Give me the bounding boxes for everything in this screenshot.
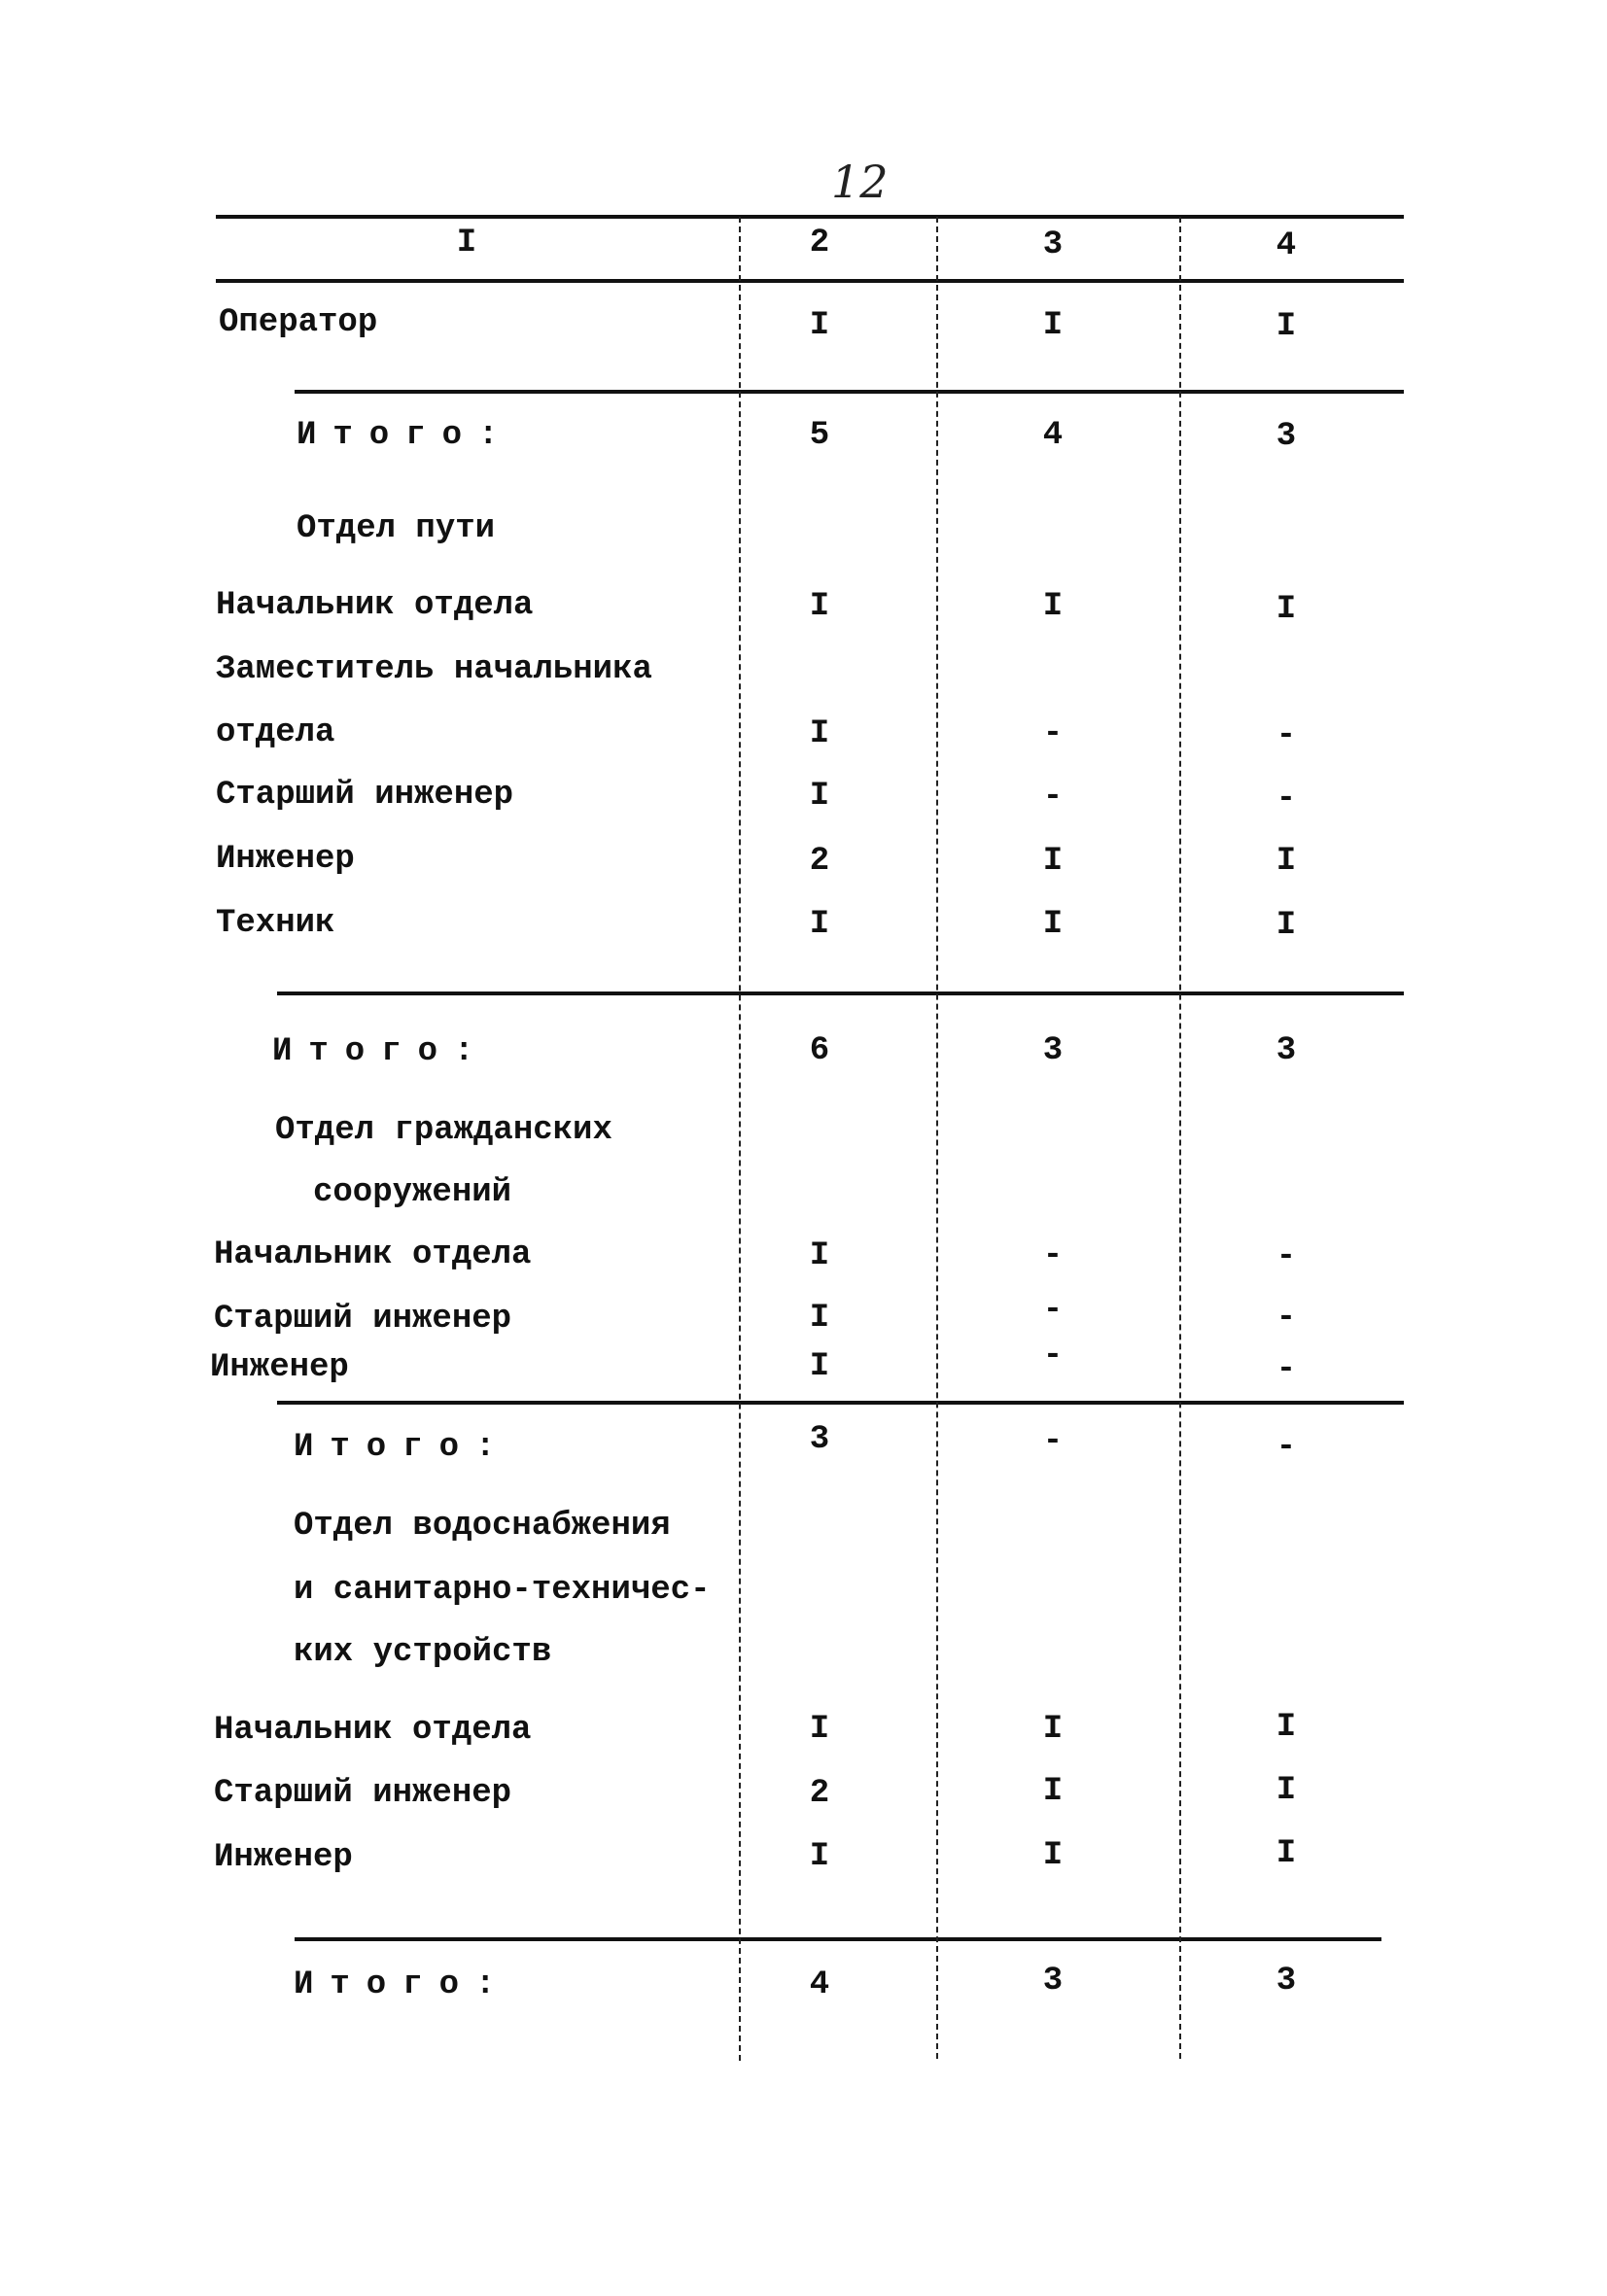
total-value: 3 xyxy=(1042,1032,1064,1069)
total-value: 3 xyxy=(1275,1963,1297,2000)
row-value: I xyxy=(809,307,830,344)
row-value: - xyxy=(1275,1351,1297,1388)
table-top-rule xyxy=(216,215,1404,219)
row-label: Инженер xyxy=(216,841,355,878)
row-value: 2 xyxy=(809,1775,830,1812)
row-value: - xyxy=(1042,715,1064,752)
section-rule xyxy=(277,1401,1404,1405)
row-value: I xyxy=(809,906,830,943)
row-value: I xyxy=(1042,1711,1064,1748)
row-value: I xyxy=(1042,906,1064,943)
total-value: - xyxy=(1042,1423,1064,1460)
row-value: I xyxy=(1275,308,1297,345)
row-label: Начальник отдела xyxy=(214,1712,532,1749)
row-value: I xyxy=(1042,307,1064,344)
total-label: Итого: xyxy=(272,1033,491,1070)
row-value: I xyxy=(809,778,830,815)
header-cell: I xyxy=(456,225,477,261)
column-divider xyxy=(1179,217,1181,2059)
header-cell: 4 xyxy=(1275,227,1297,264)
total-value: 6 xyxy=(809,1032,830,1069)
row-value: I xyxy=(809,588,830,625)
row-value: I xyxy=(1042,1837,1064,1874)
header-cell: 3 xyxy=(1042,226,1064,263)
row-value: I xyxy=(1042,588,1064,625)
total-value: 3 xyxy=(1275,1032,1297,1069)
total-value: 3 xyxy=(1275,418,1297,455)
total-value: 3 xyxy=(809,1421,830,1458)
row-value: - xyxy=(1275,717,1297,754)
row-label: Начальник отдела xyxy=(216,587,534,624)
row-value: - xyxy=(1275,1300,1297,1337)
row-value: I xyxy=(809,1838,830,1875)
row-value: I xyxy=(1042,1773,1064,1810)
row-label: Старший инженер xyxy=(214,1301,512,1338)
header-cell: 2 xyxy=(809,225,830,261)
row-label: Старший инженер xyxy=(216,777,514,814)
section-heading: Отдел пути xyxy=(297,510,496,547)
row-label: Инженер xyxy=(214,1839,353,1876)
row-value: I xyxy=(1275,843,1297,880)
row-value: I xyxy=(809,1348,830,1385)
section-rule xyxy=(295,390,1404,394)
row-value: - xyxy=(1042,1237,1064,1274)
section-heading: и санитарно-техничес- xyxy=(294,1572,711,1609)
total-label: Итого: xyxy=(294,1429,512,1466)
row-label: Заместитель начальника xyxy=(216,651,652,688)
section-heading: Отдел гражданских xyxy=(275,1112,612,1149)
section-rule xyxy=(277,991,1404,995)
row-label: Начальник отдела xyxy=(214,1236,532,1273)
row-value: - xyxy=(1042,1292,1064,1329)
row-value: - xyxy=(1275,781,1297,818)
row-value: 2 xyxy=(809,843,830,880)
section-heading: ких устройств xyxy=(294,1634,552,1671)
row-value: I xyxy=(1275,591,1297,628)
row-value: I xyxy=(1275,1772,1297,1809)
total-label: Итого: xyxy=(294,1966,512,2003)
total-value: 4 xyxy=(809,1966,830,2003)
total-value: 4 xyxy=(1042,417,1064,454)
total-value: 3 xyxy=(1042,1963,1064,2000)
row-value: I xyxy=(809,715,830,752)
row-value: - xyxy=(1042,779,1064,816)
section-heading: сооружений xyxy=(313,1174,512,1211)
row-value: I xyxy=(809,1711,830,1748)
row-label: Инженер xyxy=(210,1349,349,1386)
row-label: отдела xyxy=(216,714,335,751)
section-rule xyxy=(295,1937,1381,1941)
row-label: Техник xyxy=(216,905,335,942)
row-value: I xyxy=(809,1237,830,1274)
row-value: - xyxy=(1042,1338,1064,1374)
row-value: I xyxy=(1275,907,1297,944)
column-divider xyxy=(739,217,741,2061)
row-value: I xyxy=(1275,1709,1297,1746)
total-label: Итого: xyxy=(297,417,515,454)
row-value: - xyxy=(1275,1238,1297,1275)
row-value: I xyxy=(1275,1835,1297,1872)
row-value: I xyxy=(1042,843,1064,880)
header-bottom-rule xyxy=(216,279,1404,283)
page-number: 12 xyxy=(831,156,889,208)
row-label: Оператор xyxy=(219,304,378,341)
total-value: - xyxy=(1275,1429,1297,1466)
row-label: Старший инженер xyxy=(214,1775,512,1812)
column-divider xyxy=(936,217,938,2059)
section-heading: Отдел водоснабжения xyxy=(294,1508,671,1545)
row-value: I xyxy=(809,1300,830,1337)
total-value: 5 xyxy=(809,417,830,454)
